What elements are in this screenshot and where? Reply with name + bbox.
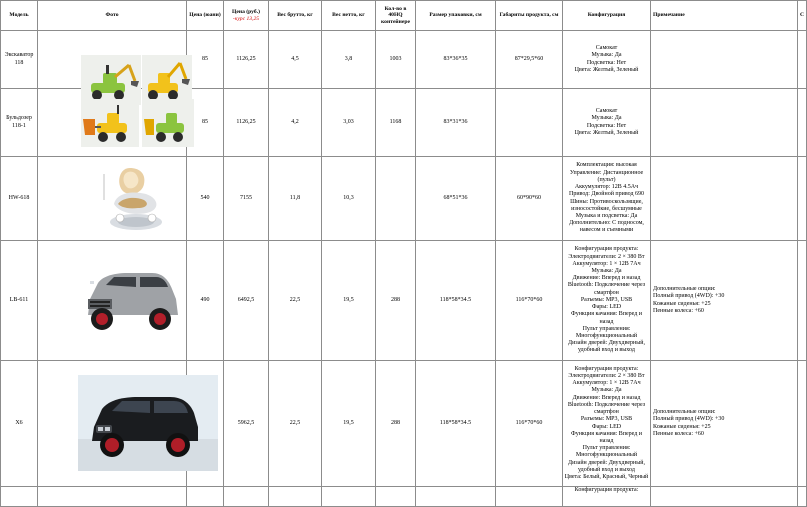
config-line: Управление: Дистанционное (пульт): [569, 169, 644, 183]
note-line: Пенные колеса: +60: [653, 430, 704, 437]
config-line: Подсветка: Нет: [586, 122, 627, 129]
config-line: Аккумулятор: 12В 4.5Ач: [574, 184, 639, 191]
table-row: [1, 361, 807, 487]
cell-container-qty: 288: [376, 361, 416, 487]
header-container-qty: Кол-во в 40HQ контейнере: [376, 1, 416, 31]
cell-gross-weight: 22,5: [269, 241, 322, 361]
header-price-yuan: Цена (юани): [187, 1, 224, 31]
cell-package-size: 83*31*36: [416, 89, 496, 157]
config-line: Привод: Двойной привод 690: [569, 191, 644, 198]
cell-product-dims: 60*90*60: [496, 157, 563, 241]
ride-on-car-lb611-photo: [76, 259, 184, 343]
config-line: Дизайн дверей: Двухдверный, удобный вход и выход: [567, 340, 645, 354]
config-line: Цвета: Желтый, Зеленый: [574, 66, 639, 73]
ride-on-car-hw618-photo: [100, 160, 170, 238]
cell-net-weight: 19,5: [322, 361, 376, 487]
config-line: Фары: LED: [591, 423, 622, 430]
config-line: Электродвигатели: 2 × 380 Вт: [568, 373, 645, 380]
header-note: Примечание: [651, 1, 798, 31]
cell-package-size: 118*58*34.5: [416, 361, 496, 487]
cell-model: LB-611: [1, 241, 38, 361]
config-line: Музыка: Да: [591, 115, 622, 122]
cell-configuration: [563, 157, 651, 241]
table-row: [1, 157, 807, 241]
cell-gross-weight: 4,2: [269, 89, 322, 157]
cell-gross-weight: 11,8: [269, 157, 322, 241]
cell-container-qty: 288: [376, 241, 416, 361]
cell-photo: [38, 31, 187, 89]
config-line: Разъемы: MP3, USB: [580, 296, 633, 303]
cell-model: Бульдозер 118-1: [1, 89, 38, 157]
header-exchange-rate: -курс 13,25: [232, 15, 260, 22]
table-row: [1, 241, 807, 361]
config-line: Bluetooth: Подключение через смартфон: [567, 401, 646, 416]
cell-price-rub: 6492,5: [224, 241, 269, 361]
header-price-rub-label: Цена (руб.): [232, 8, 260, 15]
header-extra: С: [798, 1, 807, 31]
cell-price-yuan: 85: [187, 89, 224, 157]
cell-price-yuan: 490: [187, 241, 224, 361]
cell-photo: [38, 89, 187, 157]
cell-price-rub: 1126,25: [224, 89, 269, 157]
cell-net-weight: 3,03: [322, 89, 376, 157]
cell-model: HW-618: [1, 157, 38, 241]
header-photo: Фото: [38, 1, 187, 31]
cell-extra: [798, 361, 807, 487]
config-line: Пульт управления: Многофункциональный: [575, 445, 638, 459]
config-line: Самокат: [595, 45, 618, 52]
config-line: Музыка: Да: [591, 52, 622, 59]
cell-price-yuan: 540: [187, 157, 224, 241]
note-line: Кожаные сиденья: +25: [653, 300, 711, 307]
cell-configuration: [563, 361, 651, 487]
cell-net-weight: 19,5: [322, 241, 376, 361]
cell-extra: [798, 241, 807, 361]
cell-extra: [798, 157, 807, 241]
header-row: [1, 1, 807, 31]
cell-product-dims: 116*70*60: [496, 361, 563, 487]
config-line: Конфигурация продукта:: [574, 487, 639, 493]
config-line: Аккумулятор: 1 × 12В 7Ач: [572, 380, 641, 387]
cell-gross-weight: 22,5: [269, 361, 322, 487]
cell-net-weight: 10,3: [322, 157, 376, 241]
cell-package-size: 118*58*34.5: [416, 241, 496, 361]
cell-extra: [798, 89, 807, 157]
config-line: Конфигурация продукта:: [574, 246, 639, 253]
config-line: Музыка: Да: [591, 387, 622, 394]
note-line: Кожаные сиденья: +25: [653, 423, 711, 430]
cell-configuration: [563, 89, 651, 157]
cell-note: [651, 361, 798, 487]
config-line: Разъемы: MP3, USB: [580, 416, 633, 423]
cell-model: X6: [1, 361, 38, 487]
cell-net-weight: 3,8: [322, 31, 376, 89]
note-line: Пенные колеса: +60: [653, 307, 704, 314]
cell-package-size: 68*51*36: [416, 157, 496, 241]
bulldozer-yellow-photo: [81, 99, 139, 147]
cell-container-qty: 1168: [376, 89, 416, 157]
note-line: Полный привод (4WD): +30: [653, 416, 725, 423]
config-line: Bluetooth: Подключение через смартфон: [567, 282, 646, 296]
cell-product-dims: 87*29,5*60: [496, 31, 563, 89]
table-row: [1, 31, 807, 89]
config-line: Функция качания: Вперед и назад: [570, 311, 643, 325]
cell-container-qty: 1003: [376, 31, 416, 89]
table-row: [1, 89, 807, 157]
config-line: Подсветка: Нет: [586, 59, 627, 66]
cell-model: Экскаватор 118: [1, 31, 38, 89]
config-line: Движение: Вперед и назад: [572, 394, 641, 401]
note-line: Дополнительные опции:: [653, 286, 716, 293]
note-line: Дополнительные опции:: [653, 409, 716, 416]
bulldozer-green-photo: [142, 99, 194, 147]
cell-photo: [38, 157, 187, 241]
config-line: Самокат: [595, 108, 618, 115]
config-line: Движение: Вперед и назад: [572, 275, 641, 282]
header-net-weight: Вес нетто, кг: [322, 1, 376, 31]
config-line: Фары: LED: [591, 304, 622, 311]
config-line: Функция качания: Вперед и назад: [570, 430, 643, 444]
cell-note: [651, 31, 798, 89]
config-line: Цвета: Желтый, Зеленый: [574, 129, 639, 136]
config-line: Дополнительно: С подносом, навесом и съемными: [569, 220, 644, 234]
cell-container-qty: [376, 157, 416, 241]
config-line: Электродвигатели: 2 × 380 Вт: [568, 253, 645, 260]
header-package-size: Размер упаковки, см: [416, 1, 496, 31]
config-line: Музыка и подсветка: Да: [575, 212, 638, 219]
cell-price-rub: 1126,25: [224, 31, 269, 89]
cell-gross-weight: 4,5: [269, 31, 322, 89]
cell-product-dims: 116*70*60: [496, 241, 563, 361]
config-line: Шины: Противоскользящие, износостойкие, бесшумные: [570, 198, 643, 212]
cell-photo: [38, 241, 187, 361]
cell-package-size: 83*36*35: [416, 31, 496, 89]
config-line: Конфигурация продукта:: [574, 365, 639, 372]
config-line: Цвета: Белый, Красный, Черный: [564, 473, 649, 480]
cell-price-yuan: 85: [187, 31, 224, 89]
cell-price-rub: 7155: [224, 157, 269, 241]
note-line: Полный привод (4WD): +30: [653, 293, 725, 300]
config-line: Пульт управления: Многофункциональный: [575, 325, 638, 339]
cell-extra: [798, 31, 807, 89]
header-price-rub: [224, 1, 269, 31]
cell-price-rub: 5962,5: [224, 361, 269, 487]
config-line: Комплектация: высокая: [576, 162, 637, 169]
cell-product-dims: [496, 89, 563, 157]
cell-configuration: [563, 487, 651, 507]
cell-configuration: [563, 241, 651, 361]
config-line: Дизайн дверей: Двухдверный, удобный вход и выход: [567, 459, 645, 473]
header-product-dims: Габариты продукта, см: [496, 1, 563, 31]
cell-note: [651, 157, 798, 241]
ride-on-car-x6-photo: [78, 375, 218, 471]
table-row: [1, 487, 807, 507]
header-model: Модель: [1, 1, 38, 31]
cell-photo: [38, 361, 187, 487]
cell-note: [651, 89, 798, 157]
config-line: Музыка: Да: [591, 268, 622, 275]
header-gross-weight: Вес брутто, кг: [269, 1, 322, 31]
cell-note: [651, 241, 798, 361]
config-line: Аккумулятор: 1 × 12В 7Ач: [572, 260, 641, 267]
header-configuration: Конфигурация: [563, 1, 651, 31]
cell-configuration: [563, 31, 651, 89]
